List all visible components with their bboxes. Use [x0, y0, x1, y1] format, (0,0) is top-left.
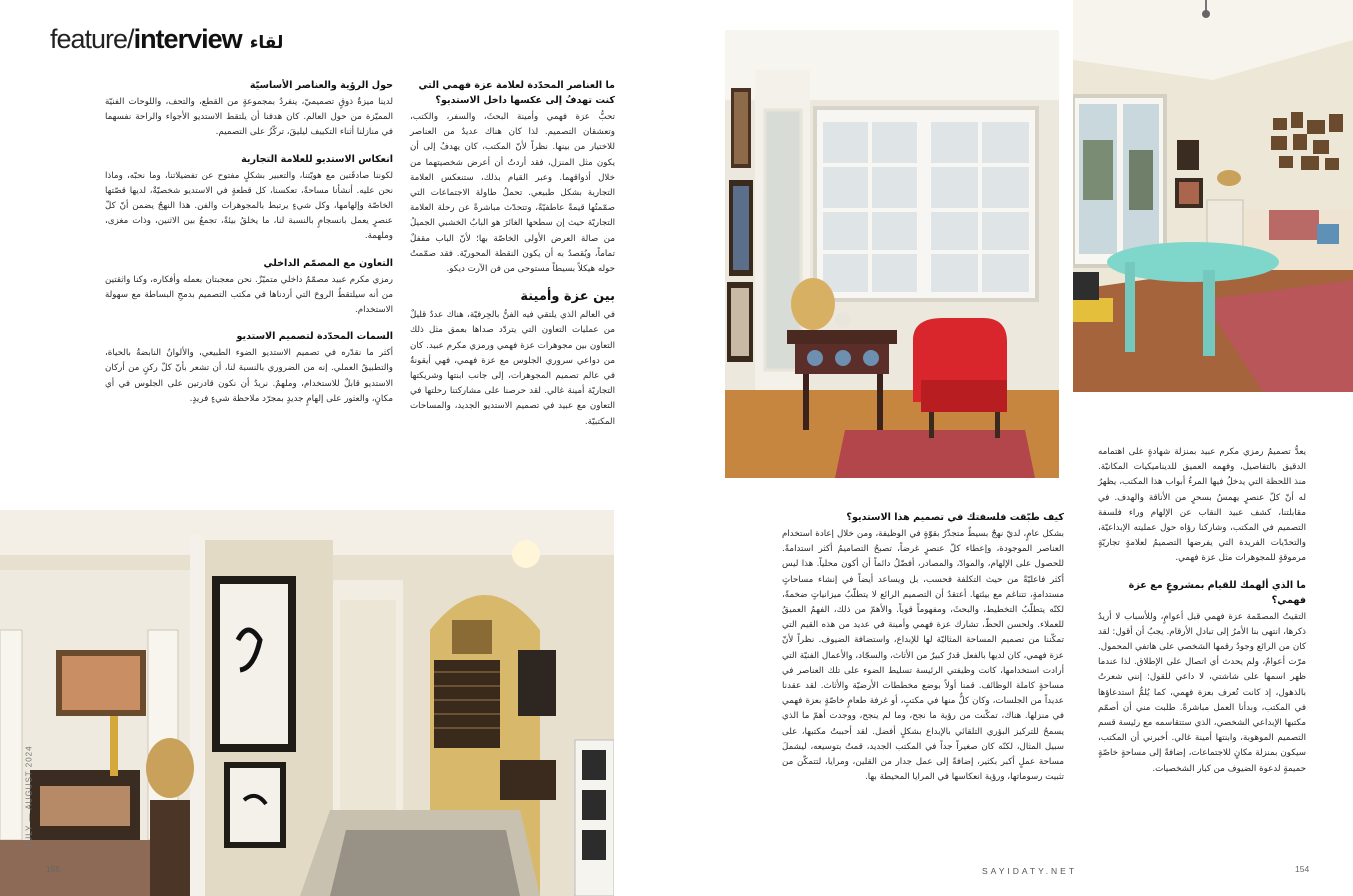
section-heading: بين عزة وأمينة — [520, 289, 615, 305]
header-feature: feature/ — [50, 24, 134, 54]
answer-text: تحبُّ عزة فهمي وأمينة البحثَ، والسفر، والكتب، وتعشقان التصميم. لذا كان هناك عديدٌ من العناصر للاختيار من بينها. نظراً لأنّ المكتب، كان يهدفُ إلى أن يكون مثل المنزل، فقد أردتُ أن أعرض شخصيتهما من خلال أذواقهما. وعبر القيام بذلك، ستنعكس العلامة التجارية بشكل طبيعي. تحملُ طاولة الاجتماعات التي صمّمتُها قيمةً عاطفيّةً، وتتحدّث مباشرةً عن رحلة العلامة التجاريّة حيث إن سطحها الغائرَ هو البابُ الخشبي الجميلُ من صالة العرض الأولى الخاصّة بها؛ لأنّ الباب مقفلٌ تماماً، ويُقصدُ به أن يكون النقطة المحوريّة. فقد صمّمتُ حوله هيكلاً بسيطاً مستوحى من فن الآرت ديكو. — [410, 112, 615, 275]
answer-text: التقيتُ المصمّمة عزة فهمي قبل أعوامٍ، وللأسباب لا أريدُ ذكرها، انتهى بنا الأمرُ إلى تبادل الأرقام. يجبُ أن أقول: لقد كان من الرائع وجودُ رقمها الشخصي على هاتفي المحمول. مرّت أعوامٌ، ولم يحدث أي اتصال على الإطلاق. لذا عندما ظهر اسمها على شاشتي، لا داعي للقول: إنني شعرتُ بالذهول، إذ كانت تُعرف بعزة فهمي، كما يُلمُّ استدعاؤها في المكتب، وبدأنا العمل مباشرةً. طلبت مني أن أصمّم مكتبها الإبداعي الشخصي، الذي ستتقاسمه مع رئيسة قسم التصميم الموهوبة، وابنتها أمينة غالي. أخبرني أن المكتب، سيكون بمنزلة مكانٍ للاجتماعات، إضافةً إلى مساحةٍ خاصّةٍ حميمةٍ لدعوة الضيوف من كبار الشخصيات. — [1098, 611, 1306, 774]
photo-interior-red-chair — [725, 30, 1059, 478]
header-interview: interview — [133, 24, 242, 54]
left-page-column-right — [410, 78, 615, 441]
question-heading: حول الرؤية والعناصر الأساسيّة — [249, 80, 393, 91]
qa-block — [105, 152, 393, 245]
intro-text: يعدُّ تصميمُ رمزي مكرم عبيد بمنزلة شهادةٍ على اهتمامه الدقيق بالتفاصيل، وفهمه العميق للديناميكيات المكانيّة. منذ اللحظة التي يدخلُ فيها المرءُ أبواب هذا المكتب، يظهرُ له أنّ كلّ عنصرٍ يهمسُ بسحرٍ من الأناقة والهدف. في مقابلتنا، كشف عبيد النقاب عن الإلهام وراء فلسفة التصميم في المكتب، وشاركنا رؤاه حول عمليته الإبداعيّة، والتحدّيات الفريدة التي يفرضها التصميمُ لعلامةٍ تجاريّةٍ مرموقةٍ للمجوهرات مثل عزة فهمي. — [1098, 447, 1306, 564]
qa-block — [105, 256, 393, 319]
qa-block — [1098, 578, 1306, 777]
right-page-column-right — [1098, 445, 1306, 788]
question-heading: التعاون مع المصمّم الداخلي — [263, 257, 393, 269]
photo-interior-turquoise-desk — [1073, 0, 1353, 392]
left-page-column-left — [105, 78, 393, 418]
answer-text: رمزي مكرم عبيد مصمّمٌ داخلي متميّزٌ. نحن معجبتان بعمله وأفكاره، وكنا واثقتين من أنه سيلتقطُ الروحَ التي أردناها في مكتب التصميم بدمجِ البساطة مع سهولة الاستخدام. — [105, 274, 393, 316]
intro-text: في العالم الذي يلتقي فيه الفنُّ بالحِرفيّة، هناك عددٌ قليلٌ من عمليات التعاون التي يتردّد صداها بعمق مثل ذلك التعاون بين مجوهرات عزة فهمي ورمزي مكرم عبيد. كان من دواعي سروري الجلوس مع عزة فهمي، فهي أيقونةٌ في عالم تصميم المجوهرات، إلى جانب ابنتها وشريكتها التجاريّة أمينة غالي. لقد حرصنا على مشاركتنا رحلتها في التعاون مع عبيد في تصميم الاستديو الجديد، والمساحات المكتبيّة. — [410, 310, 615, 427]
qa-block — [105, 78, 393, 141]
folio-date: JULY — AUGUST 2024 — [24, 745, 34, 848]
right-page-column-left — [782, 510, 1064, 796]
header-arabic-label: لقاء — [249, 33, 284, 53]
site-url: SAYIDATY.NET — [982, 866, 1078, 876]
page-number-right: 154 — [1295, 864, 1310, 874]
qa-block — [105, 329, 393, 407]
question-heading: السمات المحدّدة لتصميم الاستديو — [236, 331, 393, 343]
question-heading: انعكاس الاستديو للعلامة التجارية — [241, 153, 393, 165]
page-number-left: 155 — [46, 864, 61, 874]
answer-text: بشكل عامٍ، لديّ نهجٌ بسيطٌ متجذّرٌ بقوّةٍ في الوظيفة، ومن خلال إعادة استخدام العناصر الموجودة، وإعطاء كلّ عنصرٍ غرضاً، تصبحُ التصاميمُ أكثر استدامةً. للحصول على الإلهام، والموادّ، والمصادر، أفضّلُ دائماً أن أكون محلياً. هذا ليس أكثر فاعليّةً من حيث التكلفة فحسب، بل ويساعد أيضاً في إنشاء مساحاتٍ مستدامةٍ، تتناغم مع بيئتها. أعتقدُ أن التصميم الرائع لا يتطلّبُ ميزانياتٍ ضخمةً، لكنّه يتطلّبُ التخطيط، والبحثَ، ومفهوماً قوياً. والأهمّ من ذلك، الفهمُ العميقُ للعملاء. ولحسن الحظّ، تشارك عزة فهمي وأمينة في عديد من هذه القيم التي تمكّننا من تصميم المساحة المثاليّة لها للإبداع، واستضافة الضيوف. نظراً لأنّ عزة فهمي، كان لديها بالفعل قدرٌ كبيرٌ من الأثاث، والسجّاد، والأعمال الفنيّة التي أرادت استخدامها، كانت وظيفتي الرئيسة تسليط الضوء على تلك العناصر في مساحةٍ كاملة الوظائف. قمنا أولاً بوضع مخططات الأرضيّة والأثاث. لقد عقدنا عديداً من الجلسات، وكان كلٌّ منها في مكتبٍ، أو غرفة طعامٍ خاصّةٍ بعزة فهمي في منزلها. هناك، تمكّنت من رؤية ما نجح، وما لم ينجح، ووجدت أهمّ ما الذي يسمحُ للتركيز البؤري التلقائي بالإبداع بشكلٍ أفضل. لقد أحببتُ مكتبها، على سبيل المثال، لكنّه كان صغيراً جداً في المكتب الجديد، قمتُ بتوسيعه، ليشملَ مساحة عملٍ أكبر بكثير، إضافةً إلى عمل جدار من القلين، ومرايا، لتتمكّن من تثبيت رسوماتها، ورؤية انعكاسها في المرايا المحيطة بها. — [782, 529, 1064, 783]
question-heading: ما العناصر المحدّدة لعلامة عزة فهمي التي كنت تهدفُ إلى عكسها داخل الاستديو؟ — [418, 80, 615, 106]
qa-block — [410, 78, 615, 277]
answer-text: أكثر ما نقدّره في تصميم الاستديو الضوء الطبيعي، والألوانُ النابضةُ بالحياة، والتطبيقُ العملي. إنه من الضروري بالنسبة لنا، أن تشعر بأنّ كلّ ركنٍ من أركان الاستديو قابلٌ للاستخدام، وملهمٌ. نريدُ أن نكون قادرتين على الجلوس في أي مكانٍ، والعثور على إلهامٍ جديدٍ بمجرّد ملاحظة شيءٍ فريدٍ. — [105, 348, 393, 404]
photo-interior-hallway — [0, 510, 614, 896]
answer-text: لكوننا صادقَتين مع هويّتنا، والتعبير بشكلٍ مفتوح عن تفضيلاتنا، وما نحبّه، وماذا نحن عليه. أنشأنا مساحةً، تعكسنا، كل قطعةٍ في الاستديو شخصيّةٌ، لديها قصّتها الخاصّة وإلهامها، وكل شيءٍ يرتبط بالمجوهرات والفن. هذا النهجُ يضمن أنّ كلّ عنصرٍ يعمل بانسجامٍ بالنسبة لنا، ما يخلقُ بيئةً، تجمعُ بين الاثنين، وذات مغزى، وملهمة. — [105, 170, 393, 242]
question-heading: ما الذي ألهمك للقيام بمشروعٍ مع عزة فهمي؟ — [1128, 579, 1306, 606]
intro-block — [1098, 445, 1306, 567]
magazine-header — [50, 24, 283, 58]
qa-block — [782, 510, 1064, 785]
answer-text: لدينا ميزةٌ ذوقٍ تصميميّ، ينفردُ بمجموعةٍ من القطع، والتحف، واللوحات الفنيّة المميّزة من حول العالم. كان هدفنا أن يلتقط الاستديو الأجواء والراحة نفسهما في منازلنا أثناء التكييف ليليقَ، تركّزُ على التصميم. — [105, 97, 393, 138]
qa-block — [410, 288, 615, 430]
question-heading: كيف طبّقت فلسفتك في تصميم هذا الاستديو؟ — [846, 512, 1064, 523]
